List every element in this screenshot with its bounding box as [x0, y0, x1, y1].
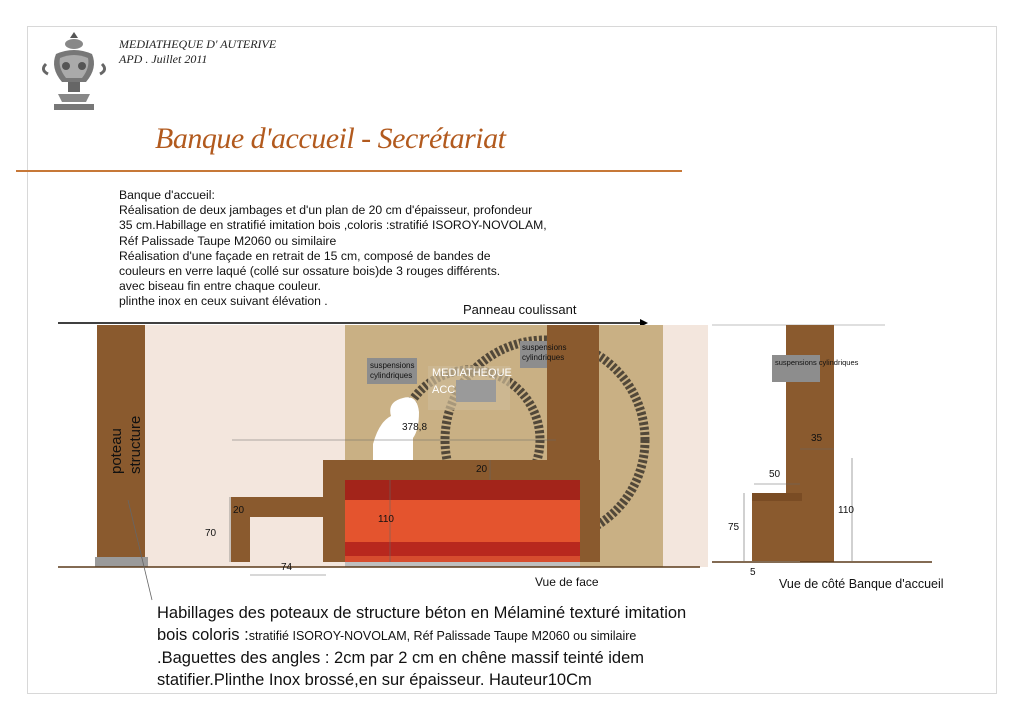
beige-wall-right: [663, 325, 708, 567]
desk-low-leg: [231, 517, 250, 562]
dim-378-label: 378,8: [402, 422, 428, 433]
side-desk-low: [752, 493, 802, 561]
description-line: plinthe inox en ceux suivant élévation .: [119, 294, 328, 309]
dim-20-top-label: 20: [476, 464, 488, 475]
dim-50-label: 50: [769, 469, 781, 480]
footnote-line-small: stratifié ISOROY-NOVOLAM, Réf Palissade Taupe M2060 ou similaire: [248, 629, 637, 643]
footnote-line: statifier.Plinthe Inox brossé,en sur épaisseur. Hauteur10Cm: [157, 671, 592, 689]
footnote-line: Habillages des poteaux de structure béton en Mélaminé texturé imitation: [157, 604, 687, 622]
footnote-line-start: bois coloris :: [157, 626, 249, 644]
poteau-label-2: structure: [127, 415, 144, 474]
dim-110-side-label: 110: [838, 505, 854, 516]
dim-70-label: 70: [205, 528, 217, 539]
red-band-dark: [345, 480, 580, 500]
poteau-label-1: poteau: [108, 428, 125, 474]
description-line: Réalisation d'une façade en retrait de 15 cm, composé de bandes de: [119, 248, 491, 263]
description-line: couleurs en verre laqué (collé sur ossature bois)de 3 rouges différents.: [119, 264, 501, 279]
sign-lamp: [456, 380, 496, 402]
panneau-label: Panneau coulissant: [463, 302, 577, 317]
red-band-base: [345, 556, 580, 562]
description-line: Réf Palissade Taupe M2060 ou similaire: [119, 233, 337, 248]
dim-110-label: 110: [378, 514, 394, 525]
suspension-label-2: suspensions cylindriques: [522, 343, 567, 362]
suspension-label-side: suspensions cylindriques: [775, 358, 859, 367]
page-title: Banque d'accueil - Secrétariat: [155, 122, 506, 155]
suspension-label-1: suspensions cylindriques: [370, 361, 415, 380]
description-line: Banque d'accueil:: [119, 188, 215, 202]
description-line: Réalisation de deux jambages et d'un plan de 20 cm d'épaisseur, profondeur: [119, 203, 533, 218]
footnote-block: [157, 602, 686, 691]
desk-high-top: [323, 460, 600, 480]
dim-74-label: 74: [281, 562, 293, 573]
dim-35-label: 35: [811, 433, 823, 444]
mediatheque-sign-text-1: MEDIATHEQUE: [432, 367, 512, 379]
project-name: MEDIATHEQUE D' AUTERIVE: [119, 37, 277, 51]
footnote-line: .Baguettes des angles : 2cm par 2 cm en chêne massif teinté idem: [157, 649, 645, 667]
desk-low-top: [231, 497, 326, 517]
dim-75-label: 75: [728, 522, 740, 533]
poteau-left-plinth: [95, 557, 148, 567]
project-phase-date: APD . Juillet 2011: [119, 52, 208, 66]
desk-left-jamb: [323, 480, 345, 562]
view-side-label: Vue de côté Banque d'accueil: [779, 577, 944, 591]
desk-right-jamb: [580, 480, 600, 562]
view-front-label: Vue de face: [535, 575, 599, 589]
red-band-bottom: [345, 542, 580, 556]
description-line: avec biseau fin entre chaque couleur.: [119, 279, 321, 294]
side-desk-high: [800, 458, 834, 562]
side-desk-low-top: [752, 493, 802, 501]
description-line: 35 cm.Habillage en stratifié imitation bois ,coloris :stratifié ISOROY-NOVOLAM,: [119, 218, 547, 233]
footnote-line: [157, 624, 686, 647]
dim-20-left-label: 20: [233, 505, 245, 516]
dim-5-label: 5: [750, 567, 756, 578]
mediatheque-sign-text-2: ACC: [432, 384, 456, 396]
